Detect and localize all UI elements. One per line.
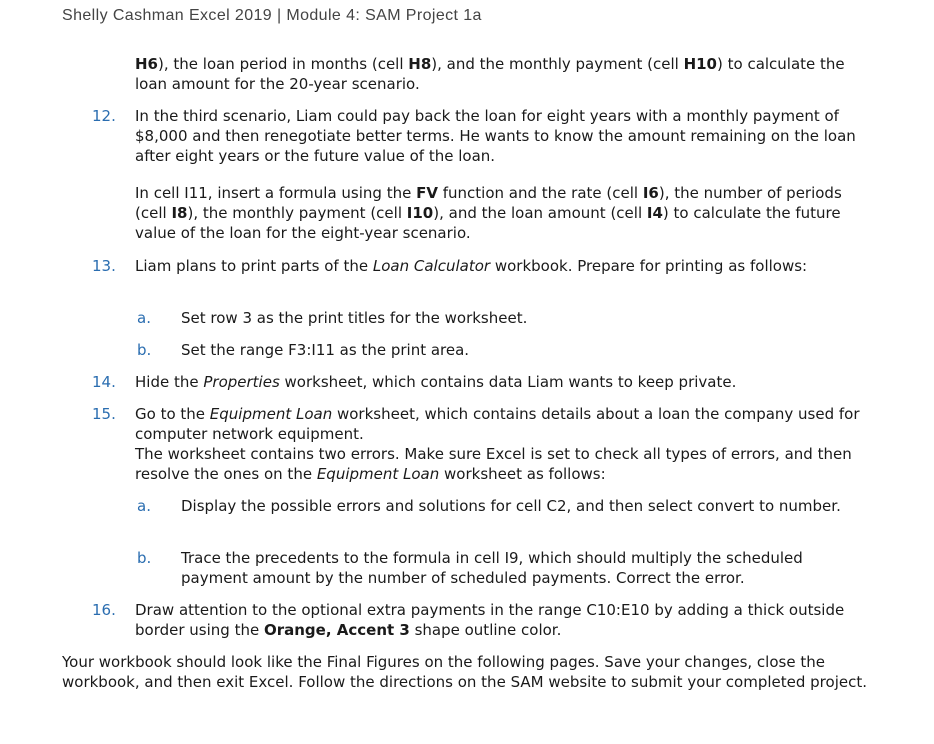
step-11-continuation: H6), the loan period in months (cell H8), and the monthly payment (cell H10) to calculate the loan amount for the 20-year scenario. (135, 55, 845, 93)
step-number: 13. (92, 257, 116, 275)
step-number: 14. (92, 373, 116, 391)
step-12-instruction: In cell I11, insert a formula using the FV function and the rate (cell I6), the number of periods (cell I8), the monthly payment (cell I10), and the loan amount (cell I4) to calculate the future value of the loan for the eight-year scenario. (135, 184, 842, 242)
step-number: 15. (92, 405, 116, 423)
step-number: 16. (92, 601, 116, 619)
substep-letter: b. (137, 341, 152, 359)
substep-text: Display the possible errors and solutions for cell C2, and then select convert to number. (181, 497, 841, 515)
closing-paragraph: Your workbook should look like the Final Figures on the following pages. Save your changes, close the workbook, and then exit Excel. Follow the directions on the SAM website to submit your completed project. (62, 653, 867, 691)
cell-ref: I6 (642, 184, 659, 202)
cell-ref: H8 (408, 55, 432, 73)
step-number: 12. (92, 107, 116, 125)
cell-ref: H10 (683, 55, 717, 73)
substep-letter: a. (137, 497, 151, 515)
substep-letter: a. (137, 309, 151, 327)
substep-text: Set row 3 as the print titles for the worksheet. (181, 309, 528, 327)
color-name: Orange, Accent 3 (263, 621, 410, 639)
substep-letter: b. (137, 549, 152, 567)
cell-ref: I8 (171, 204, 188, 222)
cell-ref: H6 (135, 55, 158, 73)
step-text: Go to the Equipment Loan worksheet, which contains details about a loan the company used for computer network equipment. The worksheet contains two errors. Make sure Excel is set to check all types of errors, and then resolve the ones on the Equipment Loan worksheet as follows: (135, 405, 860, 483)
step-text: Draw attention to the optional extra payments in the range C10:E10 by adding a thick outside border using the Orange, Accent 3 shape outline color. (135, 601, 845, 639)
page-header: Shelly Cashman Excel 2019 | Module 4: SAM Project 1a (62, 7, 482, 24)
substep-text: Set the range F3:I11 as the print area. (181, 341, 470, 359)
cell-ref: I4 (646, 204, 663, 222)
substep-text: Trace the precedents to the formula in cell I9, which should multiply the scheduled payment amount by the number of scheduled payments. Correct the error. (181, 549, 803, 587)
step-text: Hide the Properties worksheet, which contains data Liam wants to keep private. (135, 373, 737, 391)
step-text: Liam plans to print parts of the Loan Calculator workbook. Prepare for printing as follows: (135, 257, 808, 275)
function-name: FV (416, 184, 438, 202)
cell-ref: I10 (406, 204, 434, 222)
step-text: In the third scenario, Liam could pay back the loan for eight years with a monthly payment of $8,000 and then renegotiate better terms. He wants to know the amount remaining on the loan after eight years or the future value of the loan. (135, 107, 856, 165)
